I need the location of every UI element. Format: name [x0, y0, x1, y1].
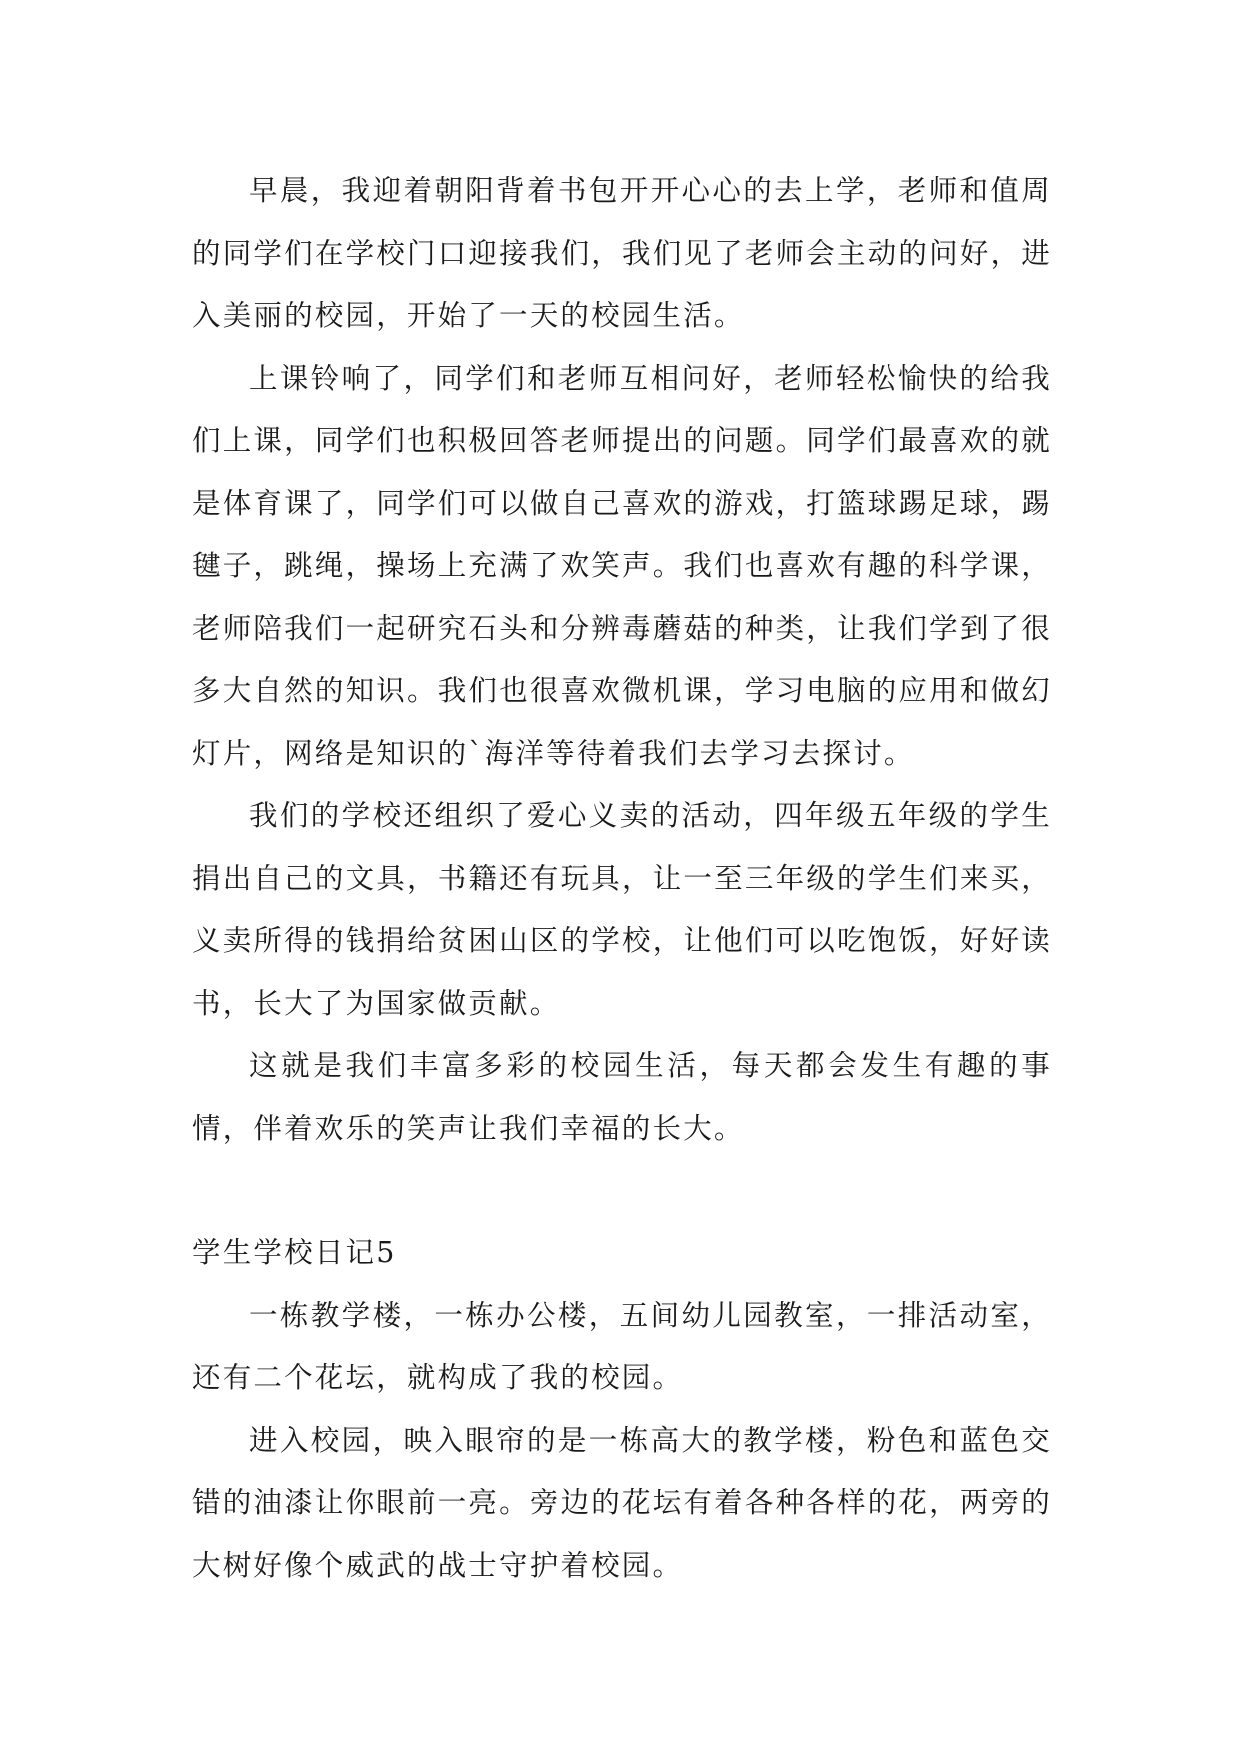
paragraph-charity-sale: 我们的学校还组织了爱心义卖的活动，四年级五年级的学生捐出自己的文具，书籍还有玩具，让一至三年级的学生们来买，义卖所得的钱捐给贫困山区的学校，让他们可以吃饱饭，好好读书，长大了为国家做贡献。 [192, 799, 1052, 1020]
paragraph-classes: 上课铃响了，同学们和老师互相问好，老师轻松愉快的给我们上课，同学们也积极回答老师提出的问题。同学们最喜欢的就是体育课了，同学们可以做自己喜欢的游戏，打篮球踢足球，踢毽子，跳绳，操场上充满了欢笑声。我们也喜欢有趣的科学课，老师陪我们一起研究石头和分辨毒蘑菇的种类，让我们学到了很多大自然的知识。我们也很喜欢微机课，学习电脑的应用和做幻灯片，网络是知识的`海洋等待着我们去学习去探讨。 [192, 361, 1052, 770]
document-page [192, 160, 1052, 1597]
paragraph-campus-buildings: 一栋教学楼，一栋办公楼，五间幼儿园教室，一排活动室，还有二个花坛，就构成了我的校园。 [192, 1298, 1052, 1394]
paragraph-conclusion: 这就是我们丰富多彩的校园生活，每天都会发生有趣的事情，伴着欢乐的笑声让我们幸福的长大。 [192, 1049, 1052, 1145]
paragraph-morning: 早晨，我迎着朝阳背着书包开开心心的去上学，老师和值周的同学们在学校门口迎接我们，我们见了老师会主动的问好，进入美丽的校园，开始了一天的校园生活。 [192, 174, 1052, 332]
section-title: 学生学校日记5 [192, 1236, 397, 1269]
paragraph-campus-entrance: 进入校园，映入眼帘的是一栋高大的教学楼，粉色和蓝色交错的油漆让你眼前一亮。旁边的花坛有着各种各样的花，两旁的大树好像个威武的战士守护着校园。 [192, 1423, 1052, 1582]
